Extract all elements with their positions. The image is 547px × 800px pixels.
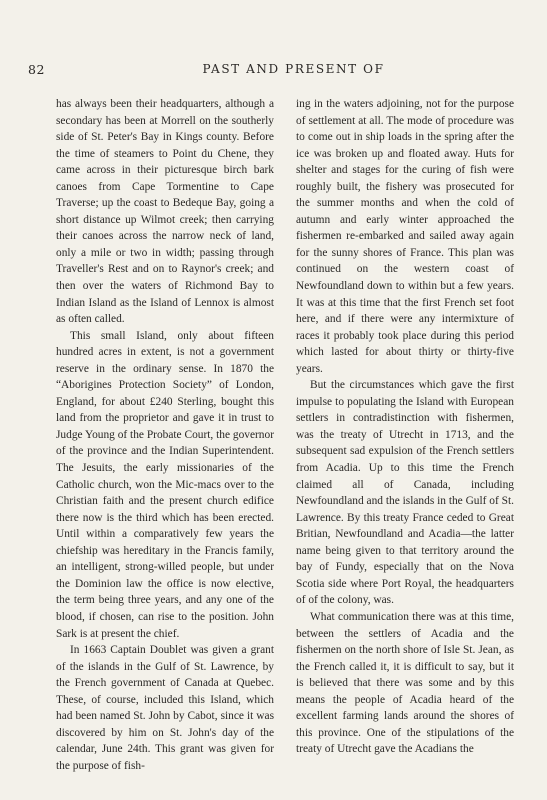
right-column (296, 96, 514, 758)
paragraph: ing in the waters adjoining, not for the purpose of settlement at all. The mode of procedure was to come out in ship loads in the spring after the ice was broken up and floated away. Huts for shelter and stages for the curing of fish were roughly built, the fishery was prosecuted for the summer months and when the cold of autumn and early winter approached the fishermen re-embarked and sailed away again for the sunny shores of France. This plan was continued on the western coast of Newfoundland down to within but a few years. It was at this time that the first French set foot here, and if there were any intermixture of races it probably took place during this period which lasted for about thirty or thirty-five years. (296, 98, 514, 375)
running-title: PAST AND PRESENT OF (202, 62, 385, 76)
page-header (28, 62, 519, 80)
paragraph: What communication there was at this time, between the settlers of Acadia and the fishermen on the north shore of Isle St. Jean, as the French called it, it is difficult to say, but it is believed that there was some and by this means the people of Acadia heard of the excellent farming lands around the shores of this province. One of the stipulations of the treaty of Utrecht gave the Acadians the (296, 610, 514, 756)
paragraph: But the circumstances which gave the first impulse to populating the Island with European settlers in contradistinction with fishermen, was the treaty of Utrecht in 1713, and the subsequent sad expulsion of the French settlers from Acadia. Up to this time the French claimed all of Canada, including Newfoundland and the islands in the Gulf of St. Lawrence. By this treaty France ceded to Great Britian, Newfoundland and Acadia—the latter name being given to that territory around the bay of Fundy, especially that on the Nova Scotia side where Port Royal, the headquarters of of the colony, was. (296, 379, 514, 607)
paragraph: In 1663 Captain Doublet was given a grant of the islands in the Gulf of St. Lawrence, by the French government of Canada at Quebec. These, of course, included this Island, which had been named St. John by Cabot, since it was discovered by him on St. John's day of the calendar, June 24th. This grant was given for the purpose of fish- (56, 644, 274, 772)
paragraph: This small Island, only about fifteen hundred acres in extent, is not a government reserve in the ordinary sense. In 1870 the “Aborigines Protection Society” of London, England, for about £240 Sterling, bought this land from the proprietor and gave it in trust to Judge Young of the Probate Court, the governor of the province and the Indian Superintendent. The Jesuits, the early missionaries of the Catholic church, won the Mic-macs over to the Christian faith and the present church edifice there now is the third which has been erected. Until within a comparatively few years the chiefship was hereditary in the Francis family, an intelligent, strong-willed people, but under the Dominion law the office is now elective, the term being three years, and any one of the blood, if chosen, can rise to the position. John Sark is at present the chief. (56, 329, 274, 640)
left-column (56, 96, 274, 774)
paragraph: has always been their headquarters, although a secondary has been at Morrell on the southerly side of St. Peter's Bay in Kings county. Before the time of steamers to Point du Chene, they came across in their picturesque birch bark canoes from Cape Tormentine to Cape Traverse; up the coast to Bedeque Bay, going a short distance up Wilmot creek; then carrying their canoes across the narrow neck of land, only a mile or two in width; passing through Traveller's Rest and on to Raynor's creek; and then over the waters of Richmond Bay to Indian Island as the Island of Lennox is almost as often called. (56, 98, 274, 326)
text-columns (56, 96, 516, 786)
page-number: 82 (28, 62, 45, 77)
